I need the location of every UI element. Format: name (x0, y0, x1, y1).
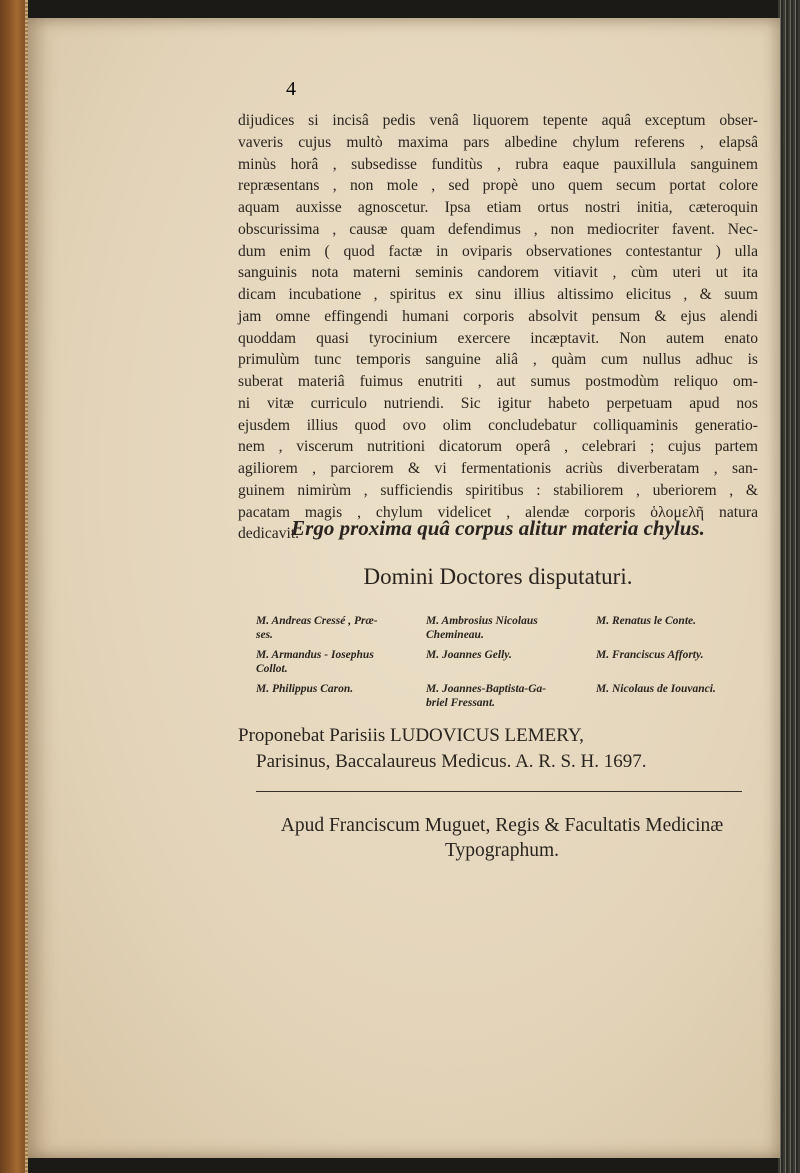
body-line: minùs horâ , subsedisse funditùs , rubra eaque pauxillula sanguinem (238, 155, 758, 173)
body-line: ejusdem illius quod ovo olim concludebatur colliquaminis generatio- (238, 416, 758, 434)
disputant-name: M. Ambrosius Nicolaus Chemineau. (426, 615, 538, 641)
body-line: pacatam magis , chylum videlicet , alendæ corporis ὁλομελῆ natura (238, 503, 758, 521)
body-line: sanguinis nota materni seminis candorem vitiavit , cùm uteri ut ita (238, 264, 758, 282)
horizontal-rule (256, 791, 742, 792)
disputant-name: M. Joannes Gelly. (426, 649, 512, 661)
book-binding-spine (0, 0, 28, 1173)
thesis-statement: Ergo proxima quâ corpus alitur materia chylus. (291, 516, 705, 540)
body-line: repræsentans , non mole , sed propè uno quem secum portat colore (238, 177, 758, 195)
body-line: ni vitæ curriculo nutriendi. Sic igitur habeto perpetuam apud nos (238, 394, 758, 412)
body-line: suberat materiâ fuimus enutriti , aut sumus postmodùm reliquo om- (238, 373, 758, 390)
printer-imprint (232, 813, 772, 863)
disputants-list (256, 614, 756, 710)
body-line: dum enim ( quod factæ in oviparis observationes contestantur ) ulla (238, 242, 758, 260)
disputant-name: M. Armandus - Iosephus Collot. (256, 649, 374, 675)
body-line: nem , viscerum nutritioni dicatorum operâ , celebrari ; cujus partem (238, 438, 758, 456)
body-line: obscurissima , causæ quam defendimus , non mediocriter favent. Nec- (238, 220, 758, 238)
body-line: jam omne effingendi humani corporis absolvit pensum & ejus alendi (238, 307, 758, 325)
disputant-name: M. Andreas Cressé , Præ- ses. (256, 615, 378, 641)
body-line: agiliorem , parciorem & vi fermentationis acriùs diverberatam , san- (238, 460, 758, 477)
body-line: guinem nimirùm , sufficiendis spiritibus : stabiliorem , uberiorem , & (238, 481, 758, 499)
body-line: primulùm tunc temporis sanguine aliâ , quàm cum nullus adhuc is (238, 351, 758, 369)
page-edges (778, 0, 800, 1173)
proponent-statement (238, 723, 758, 775)
disputant-name: M. Franciscus Afforty. (596, 649, 704, 661)
body-line: dijudices si incisâ pedis venâ liquorem tepente aquâ exceptum obser- (238, 112, 758, 129)
body-line: dedicavit. (238, 525, 300, 543)
body-line: quoddam quasi tyrocinium exercere incæptavit. Non autem enato (238, 329, 758, 347)
disputant-name: M. Philippus Caron. (256, 683, 354, 695)
printer-line: Typographum. (445, 840, 559, 861)
body-line: dicam incubatione , spiritus ex sinu illius altissimo elicitus , & suum (238, 286, 758, 303)
disputant-name: M. Joannes-Baptista-Ga- briel Fressant. (426, 683, 547, 709)
body-line: vaveris cujus multò maxima pars albedine chylum referens , elapsâ (238, 133, 758, 151)
printer-line: Apud Franciscum Muguet, Regis & Facultatis Medicinæ (280, 815, 724, 836)
disputant-name: M. Renatus le Conte. (596, 615, 697, 627)
page-number: 4 (286, 78, 296, 100)
book-page (28, 18, 780, 1158)
body-paragraph (238, 110, 758, 545)
disputant-name: M. Nicolaus de Iouvanci. (596, 683, 716, 695)
proponent-line: Parisinus, Baccalaureus Medicus. A. R. S. H. 1697. (256, 751, 647, 772)
disputants-heading: Domini Doctores disputaturi. (363, 564, 633, 589)
proponent-line: Proponebat Parisiis LUDOVICUS LEMERY, (238, 725, 584, 746)
body-line: aquam auxisse agnoscetur. Ipsa etiam ortus nostri initia, cæteroquin (238, 199, 758, 216)
